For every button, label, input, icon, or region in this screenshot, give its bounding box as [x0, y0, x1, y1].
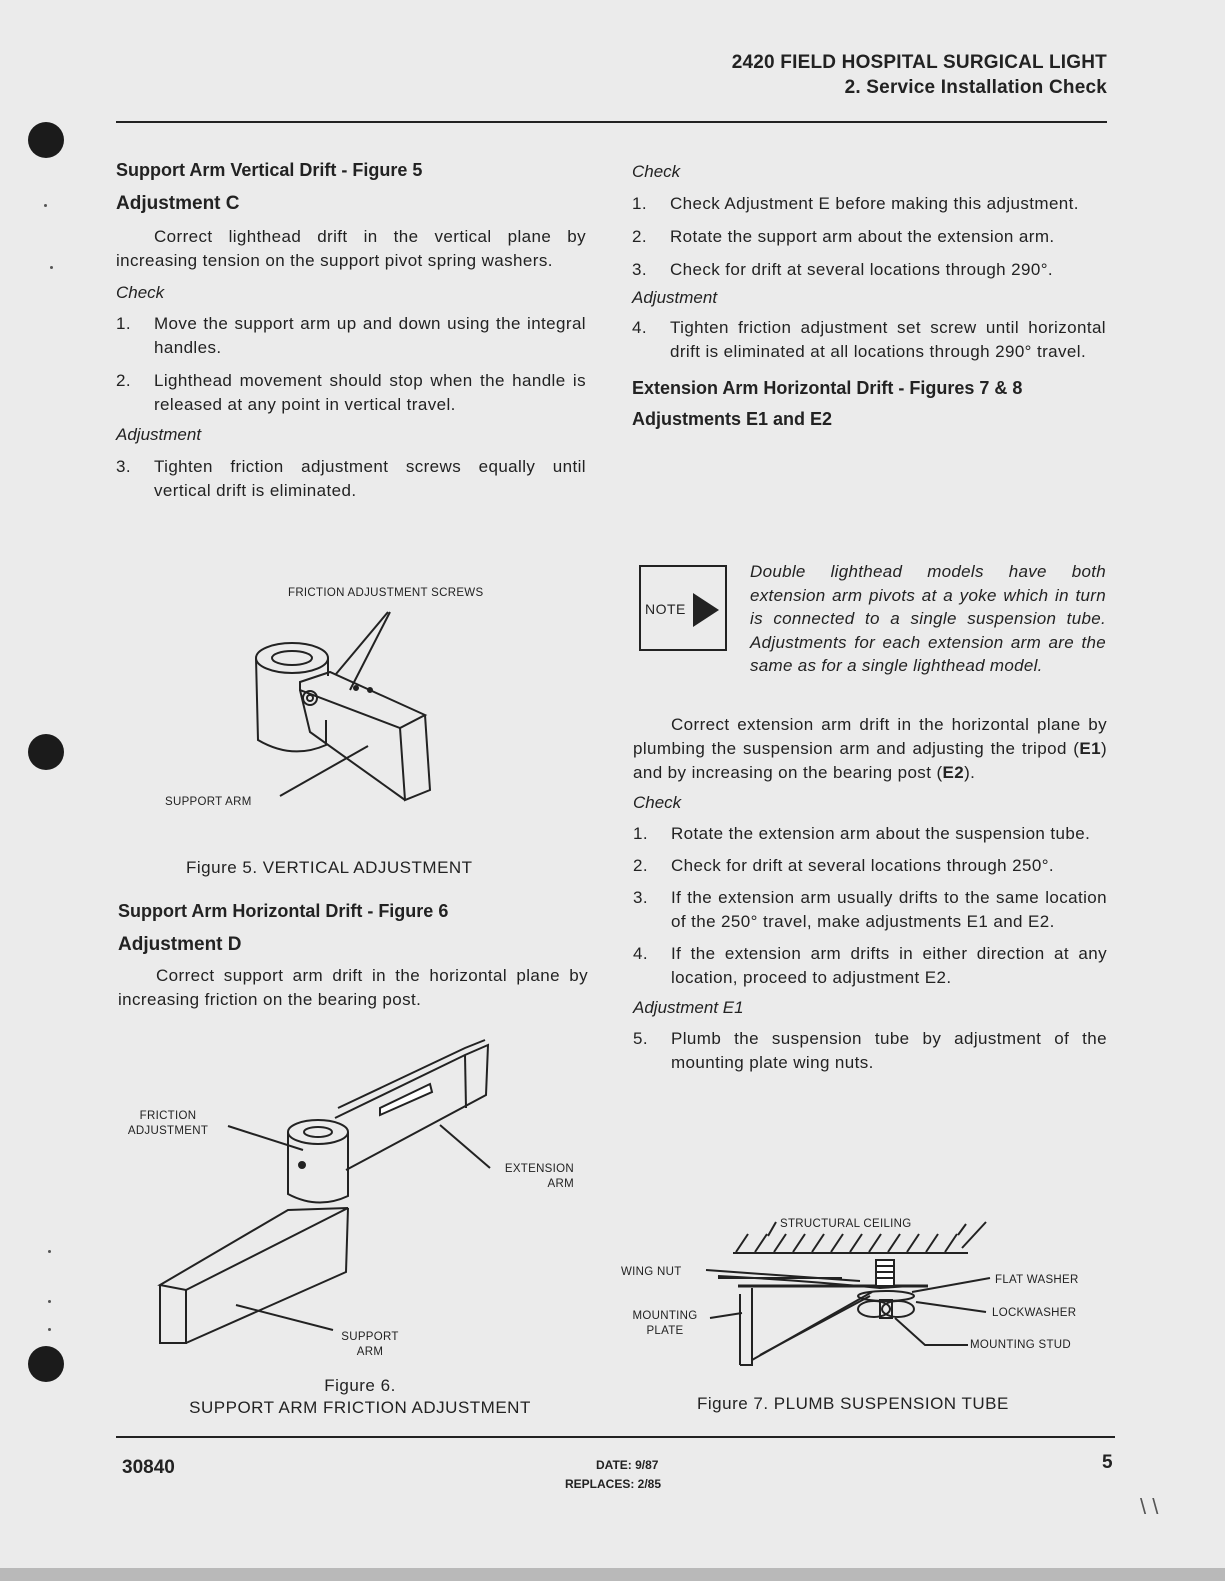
figure7-label-wing-nut: WING NUT [621, 1266, 682, 1278]
figure6-caption-title: SUPPORT ARM FRICTION ADJUSTMENT [189, 1398, 531, 1417]
step-text: If the extension arm drifts in either direction at any location, proceed to adjustment E2. [671, 944, 1107, 987]
intro-text-b: ) and by increasing on the bearing post ( [633, 739, 1107, 782]
figure7-label-flat-washer: FLAT WASHER [995, 1274, 1079, 1286]
section-heading-vertical-drift: Support Arm Vertical Drift - Figure 5 [116, 160, 423, 180]
figure6-caption-number: Figure 6. [324, 1376, 396, 1395]
adjustment-d-heading: Adjustment D [118, 934, 242, 955]
step-number: 2. [116, 371, 131, 390]
figure5-caption: Figure 5. VERTICAL ADJUSTMENT [186, 858, 473, 877]
document-number: 30840 [122, 1457, 175, 1478]
step-number: 3. [116, 457, 131, 476]
step-number: 3. [633, 888, 648, 907]
figure7-label-mounting-stud: MOUNTING STUD [970, 1339, 1072, 1351]
note-label: NOTE [645, 601, 686, 617]
step-text: Rotate the extension arm about the suspension tube. [671, 824, 1091, 843]
figure6-label-friction-line1: FRICTION [139, 1110, 197, 1122]
check-label: Check [633, 793, 682, 812]
check-label: Check [116, 283, 165, 302]
step-number: 4. [632, 318, 647, 337]
adjustment-e1-label: Adjustment E1 [633, 998, 744, 1017]
document-title: 2420 FIELD HOSPITAL SURGICAL LIGHT [731, 52, 1107, 73]
figure5-label-screws: FRICTION ADJUSTMENT SCREWS [288, 587, 484, 599]
step-number: 5. [633, 1029, 648, 1048]
footer-date: DATE: 9/87 [596, 1458, 659, 1472]
section-heading-horizontal-drift: Support Arm Horizontal Drift - Figure 6 [118, 901, 449, 921]
figure6-label-support-line1: SUPPORT [341, 1331, 399, 1343]
step-text: Check for drift at several locations through 250°. [671, 856, 1055, 875]
margin-mark: \ \ [1140, 1494, 1159, 1519]
intro-e1: E1 [1079, 739, 1101, 758]
figure7-caption: Figure 7. PLUMB SUSPENSION TUBE [697, 1394, 1009, 1413]
step-number: 1. [633, 824, 648, 843]
page-bottom-shadow [0, 1568, 1225, 1581]
adjustment-label: Adjustment [116, 425, 202, 444]
intro-text-c: ). [964, 763, 976, 782]
figure7-label-ceiling: STRUCTURAL CEILING [780, 1218, 912, 1230]
section-title: 2. Service Installation Check [844, 77, 1107, 98]
section-heading-extension-drift: Extension Arm Horizontal Drift - Figures 7 & 8 [632, 378, 1023, 398]
figure5-label-support-arm: SUPPORT ARM [165, 796, 252, 808]
vertical-drift-intro: Correct lighthead drift in the vertical plane by increasing tension on the support pivot spring washers. [116, 227, 586, 270]
step-text: Check Adjustment E before making this adjustment. [670, 194, 1079, 213]
step-number: 2. [632, 227, 647, 246]
adjustments-e1-e2-heading: Adjustments E1 and E2 [632, 409, 833, 429]
footer-rule [116, 1436, 1115, 1438]
step-text: Plumb the suspension tube by adjustment of the mounting plate wing nuts. [671, 1029, 1107, 1072]
step-text: Check for drift at several locations through 290°. [670, 260, 1054, 279]
step-text: Tighten friction adjustment set screw until horizontal drift is eliminated at all locations through 290° travel. [670, 318, 1106, 361]
figure6-label-extension-line1: EXTENSION [504, 1163, 574, 1175]
step-number: 1. [632, 194, 647, 213]
step-text: Rotate the support arm about the extension arm. [670, 227, 1055, 246]
step-number: 4. [633, 944, 648, 963]
step-number: 3. [632, 260, 647, 279]
step-text: If the extension arm usually drifts to the same location of the 250° travel, make adjustments E1 and E2. [671, 888, 1107, 931]
step-number: 1. [116, 314, 131, 333]
note-text: Double lighthead models have both extension arm pivots at a yoke which in turn is connected to a single suspension tube. Adjustments for each extension arm are the same as for a single lighthead model. [750, 562, 1106, 675]
page-number: 5 [1102, 1452, 1113, 1473]
figure6-label-extension-line2: ARM [547, 1178, 574, 1190]
figure6-label-friction-line2: ADJUSTMENT [127, 1125, 209, 1137]
step-text: Lighthead movement should stop when the handle is released at any point in vertical travel. [154, 371, 586, 414]
intro-e2: E2 [942, 763, 965, 782]
adjustment-label: Adjustment [632, 288, 718, 307]
step-number: 2. [633, 856, 648, 875]
intro-text-a: Correct extension arm drift in the horizontal plane by plumbing the suspension arm and adjusting the tripod ( [633, 715, 1107, 758]
horizontal-drift-intro: Correct support arm drift in the horizontal plane by increasing friction on the bearing post. [118, 966, 588, 1009]
check-label: Check [632, 162, 681, 181]
figure6-label-support-line2: ARM [356, 1346, 384, 1358]
figure7-label-mounting-line2: PLATE [646, 1325, 684, 1337]
figure7-label-lockwasher: LOCKWASHER [992, 1307, 1077, 1319]
adjustment-c-heading: Adjustment C [116, 193, 240, 214]
figure7-label-mounting-line1: MOUNTING [632, 1310, 698, 1322]
footer-replaces: REPLACES: 2/85 [565, 1477, 662, 1491]
step-text: Tighten friction adjustment screws equally until vertical drift is eliminated. [154, 457, 586, 500]
step-text: Move the support arm up and down using the integral handles. [154, 314, 586, 357]
